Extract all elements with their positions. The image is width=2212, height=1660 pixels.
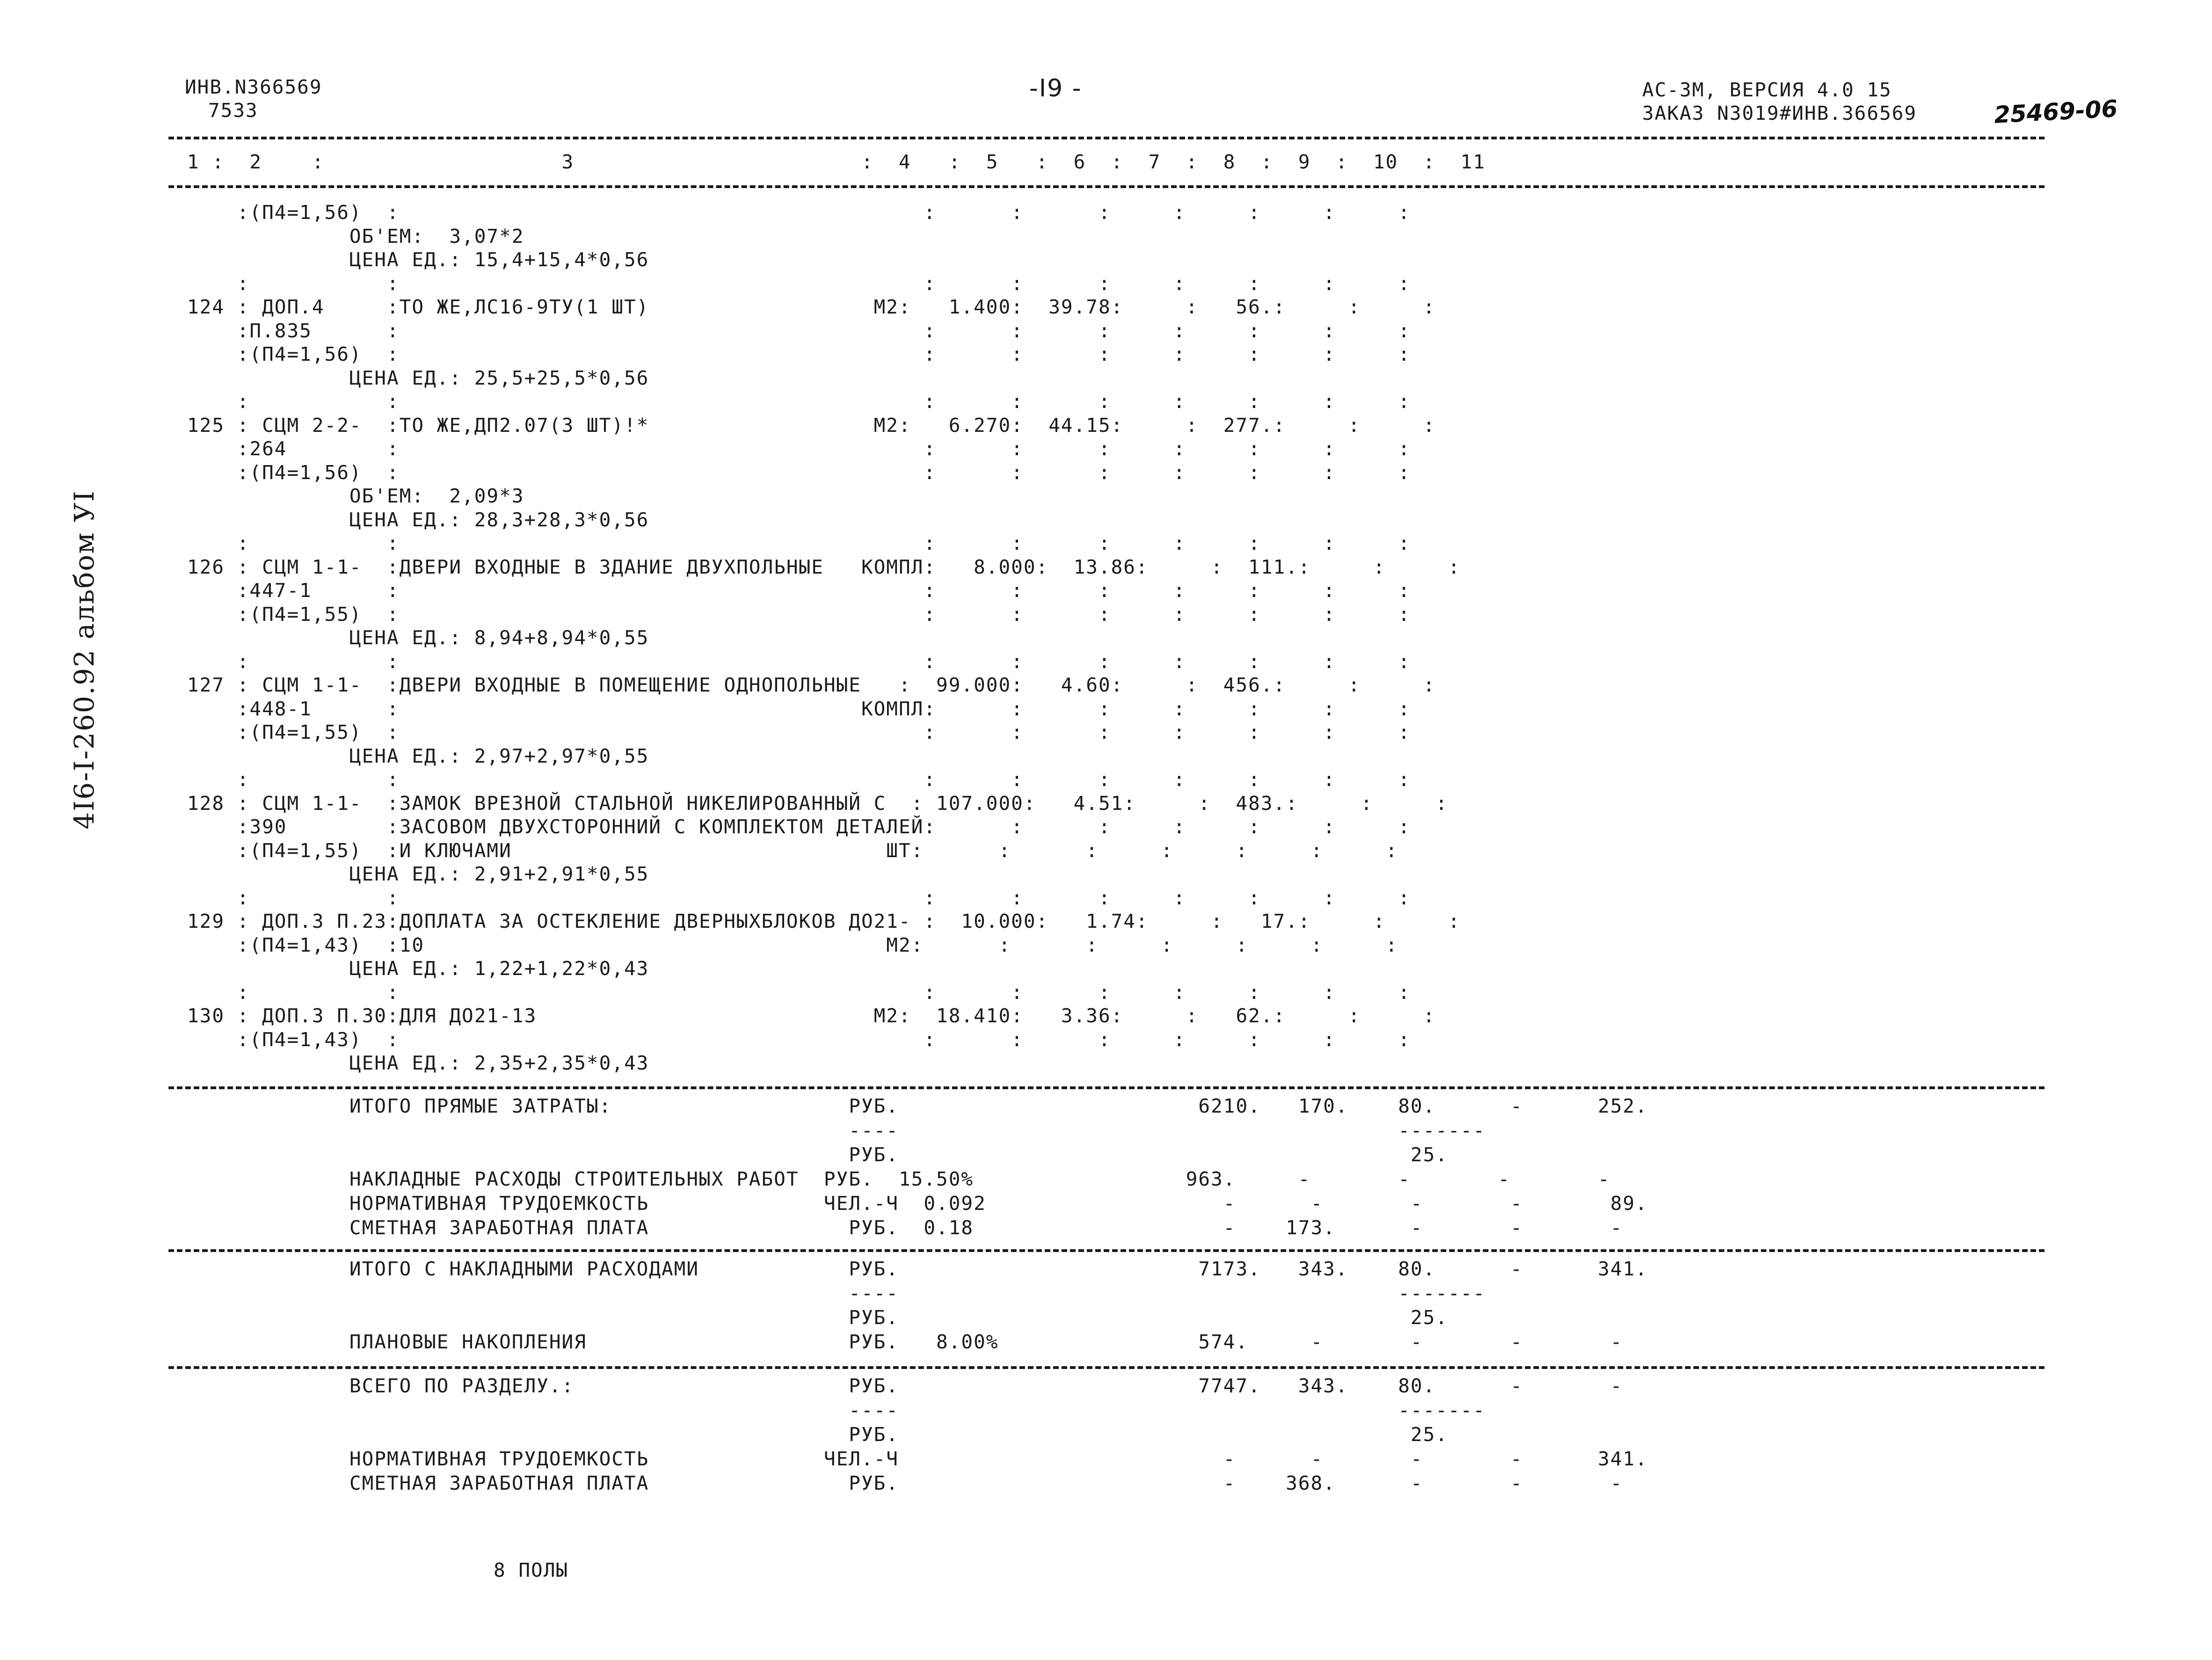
divider-summary-2: [168, 1249, 2045, 1252]
inventory-number: ИНВ.N366569: [185, 76, 322, 98]
table-line: ЦЕНА ЕД.: 2,91+2,91*0,55: [187, 863, 649, 885]
table-line: :(П4=1,56) : : : : : : : :: [187, 343, 1411, 365]
summary-line: ---- -------: [187, 1119, 1486, 1142]
table-line: :390 :ЗАСОВОМ ДВУХСТОРОННИЙ С КОМПЛЕКТОМ ДЕТАЛЕЙ: : : : : : :: [187, 815, 1411, 838]
table-line: ЦЕНА ЕД.: 8,94+8,94*0,55: [187, 626, 649, 649]
table-line: :447-1 : : : : : : : :: [187, 579, 1411, 602]
summary-line: ---- -------: [187, 1399, 1486, 1421]
order-number: ЗАКАЗ N3019#ИНВ.366569: [1642, 102, 1917, 124]
table-line: :(П4=1,43) : : : : : : : :: [187, 1028, 1411, 1051]
album-side-label: 4I6-I-260.92 альбом УI: [68, 490, 100, 830]
divider-summary-1: [168, 1086, 2045, 1089]
divider-summary-3: [168, 1366, 2045, 1369]
table-line: :264 : : : : : : : :: [187, 437, 1411, 460]
table-line: :(П4=1,55) :И КЛЮЧАМИ ШТ: : : : : : :: [187, 839, 1398, 862]
table-line: 124 : ДОП.4 :ТО ЖЕ,ЛС16-9ТУ(1 ШТ) М2: 1.400: 39.78: : 56.: : :: [187, 296, 1436, 318]
summary-line: РУБ. 25.: [187, 1306, 1448, 1329]
summary-line: ИТОГО С НАКЛАДНЫМИ РАСХОДАМИ РУБ. 7173. 343. 80. - 341.: [187, 1258, 1648, 1280]
table-line: :(П4=1,56) : : : : : : : :: [187, 461, 1411, 484]
summary-line: РУБ. 25.: [187, 1423, 1448, 1446]
table-line: :(П4=1,56) : : : : : : : :: [187, 201, 1411, 224]
table-line: : : : : : : : : :: [187, 390, 1411, 413]
table-line: : : : : : : : : :: [187, 981, 1411, 1004]
table-line: 125 : СЦМ 2-2- :ТО ЖЕ,ДП2.07(3 ШТ)!* М2: 6.270: 44.15: : 277.: : :: [187, 414, 1436, 437]
table-line: :(П4=1,55) : : : : : : : :: [187, 721, 1411, 743]
column-header: 1 : 2 : 3 : 4 : 5 : 6 : 7 : 8 : 9 : 10 : 11: [187, 151, 1486, 173]
page-number: -I9 -: [1029, 74, 1082, 102]
table-line: : : : : : : : : :: [187, 650, 1411, 673]
divider-top: [168, 137, 2045, 139]
table-line: 129 : ДОП.3 П.23:ДОПЛАТА ЗА ОСТЕКЛЕНИЕ ДВЕРНЫХБЛОКОВ ДО21- : 10.000: 1.74: : 17.: : :: [187, 910, 1461, 932]
table-line: : : : : : : : : :: [187, 532, 1411, 554]
table-line: 130 : ДОП.3 П.30:ДЛЯ ДО21-13 М2: 18.410: 3.36: : 62.: : :: [187, 1005, 1436, 1027]
table-line: :П.835 : : : : : : : :: [187, 319, 1411, 342]
sub-number: 7533: [208, 99, 258, 122]
table-line: :(П4=1,55) : : : : : : : :: [187, 603, 1411, 626]
table-line: 127 : СЦМ 1-1- :ДВЕРИ ВХОДНЫЕ В ПОМЕЩЕНИЕ ОДНОПОЛЬНЫЕ : 99.000: 4.60: : 456.: : :: [187, 674, 1436, 696]
table-line: : : : : : : : : :: [187, 272, 1411, 295]
table-line: ЦЕНА ЕД.: 25,5+25,5*0,56: [187, 366, 649, 389]
summary-line: НОРМАТИВНАЯ ТРУДОЕМКОСТЬ ЧЕЛ.-Ч 0.092 - - - - 89.: [187, 1192, 1648, 1215]
table-line: ЦЕНА ЕД.: 2,35+2,35*0,43: [187, 1052, 649, 1074]
summary-line: СМЕТНАЯ ЗАРАБОТНАЯ ПЛАТА РУБ. - 368. - - -: [187, 1472, 1623, 1494]
handwritten-code: 25469-06: [1993, 95, 2118, 129]
program-version: АС-3М, ВЕРСИЯ 4.0 15: [1642, 79, 1892, 101]
summary-line: ПЛАНОВЫЕ НАКОПЛЕНИЯ РУБ. 8.00% 574. - - - -: [187, 1331, 1623, 1353]
table-line: ОБ'ЕМ: 2,09*3: [187, 485, 524, 507]
table-line: : : : : : : : : :: [187, 768, 1411, 791]
summary-line: ВСЕГО ПО РАЗДЕЛУ.: РУБ. 7747. 343. 80. - -: [187, 1375, 1623, 1397]
summary-line: ---- -------: [187, 1282, 1486, 1304]
table-line: ЦЕНА ЕД.: 1,22+1,22*0,43: [187, 957, 649, 980]
table-line: 128 : СЦМ 1-1- :ЗАМОК ВРЕЗНОЙ СТАЛЬНОЙ НИКЕЛИРОВАННЫЙ С : 107.000: 4.51: : 483.: : :: [187, 792, 1448, 815]
table-line: : : : : : : : : :: [187, 886, 1411, 909]
summary-line: ИТОГО ПРЯМЫЕ ЗАТРАТЫ: РУБ. 6210. 170. 80. - 252.: [187, 1095, 1648, 1117]
table-line: :448-1 : КОМПЛ: : : : : : :: [187, 697, 1411, 720]
summary-line: РУБ. 25.: [187, 1143, 1448, 1166]
table-line: ЦЕНА ЕД.: 2,97+2,97*0,55: [187, 744, 649, 767]
table-line: 126 : СЦМ 1-1- :ДВЕРИ ВХОДНЫЕ В ЗДАНИЕ ДВУХПОЛЬНЫЕ КОМПЛ: 8.000: 13.86: : 111.: : :: [187, 555, 1461, 578]
next-section-title: 8 ПОЛЫ: [494, 1559, 569, 1581]
table-line: ЦЕНА ЕД.: 28,3+28,3*0,56: [187, 508, 649, 531]
table-line: ОБ'ЕМ: 3,07*2: [187, 225, 524, 248]
summary-line: НАКЛАДНЫЕ РАСХОДЫ СТРОИТЕЛЬНЫХ РАБОТ РУБ. 15.50% 963. - - - -: [187, 1168, 1610, 1190]
summary-line: СМЕТНАЯ ЗАРАБОТНАЯ ПЛАТА РУБ. 0.18 - 173. - - -: [187, 1216, 1623, 1239]
table-line: ЦЕНА ЕД.: 15,4+15,4*0,56: [187, 248, 649, 271]
table-line: :(П4=1,43) :10 М2: : : : : : :: [187, 933, 1398, 956]
divider-header: [168, 185, 2045, 188]
summary-line: НОРМАТИВНАЯ ТРУДОЕМКОСТЬ ЧЕЛ.-Ч - - - - 341.: [187, 1448, 1648, 1470]
